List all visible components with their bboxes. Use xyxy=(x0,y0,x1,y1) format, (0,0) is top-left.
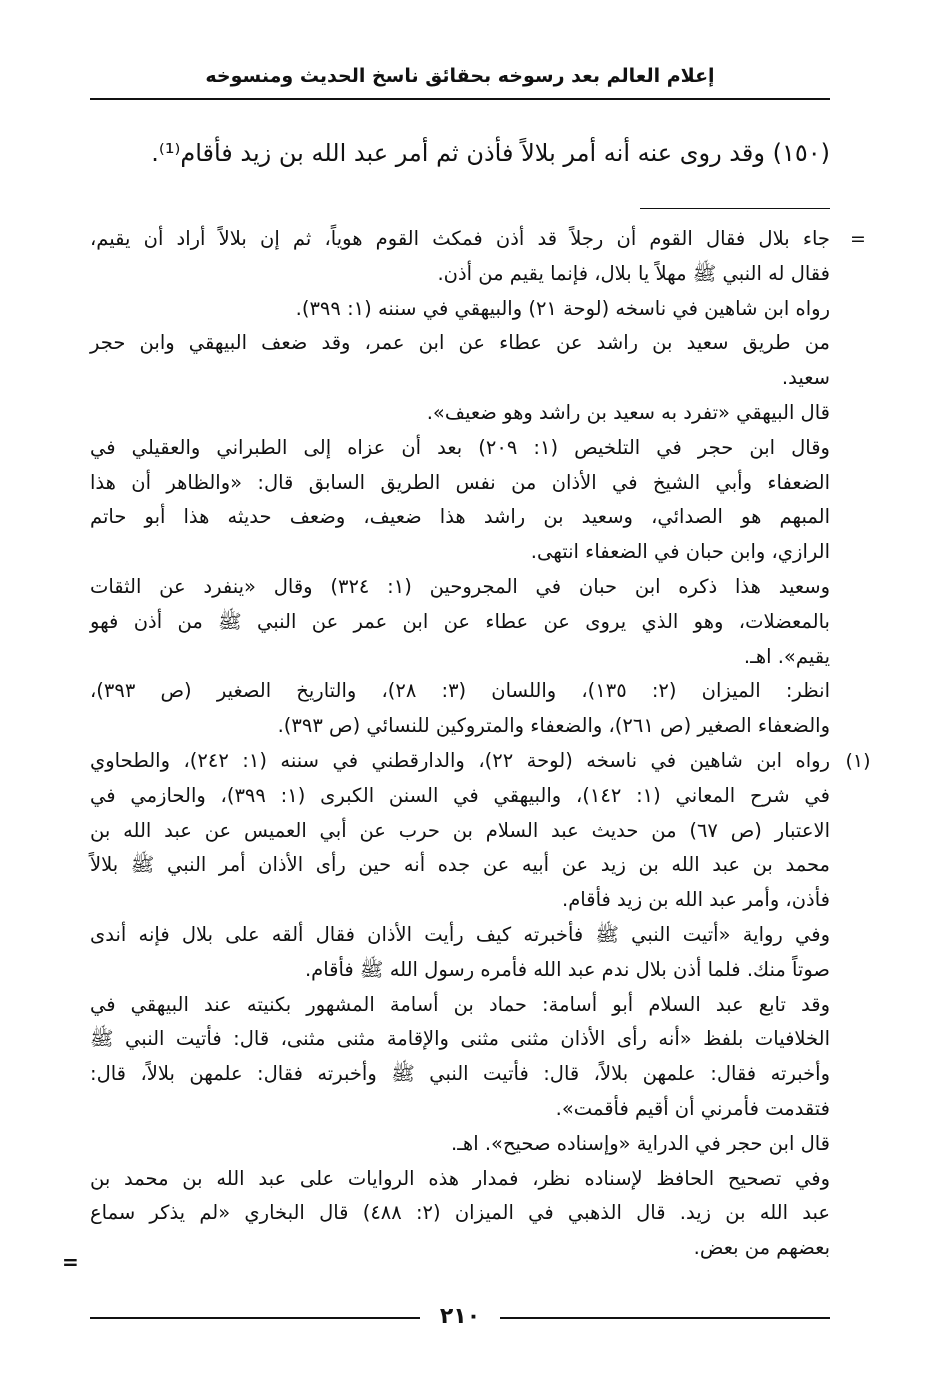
footnote-line xyxy=(90,1231,830,1266)
page-number: ٢١٠ xyxy=(439,1304,481,1329)
page-footer xyxy=(90,1302,830,1332)
footnote-line-text: صوتاً منك. فلما أذن بلال ندم عبد الله فأمره رسول الله ﷺ فأقام. xyxy=(304,957,830,981)
footnote-line xyxy=(90,988,830,1023)
footnote-line xyxy=(90,605,830,640)
footnote-line-text: الاعتبار (ص ٦٧) من حديث عبد السلام بن حرب عن أبي العميس عن عبد الله بن xyxy=(90,818,830,842)
main-paragraph: (١٥٠) وقد روى عنه أنه أمر بلالاً فأذن ثم أمر عبد الله بن زيد فأقام⁽¹⁾. xyxy=(151,139,830,167)
footnote-line xyxy=(90,674,830,709)
footnote-line-text: بعضهم من بعض. xyxy=(693,1236,830,1260)
footnote-line-text: رواه ابن شاهين في ناسخه (لوحة ٢٢)، والدارقطني في سننه (١: ٢٤٢)، والطحاوي xyxy=(90,748,830,772)
footnotes-block xyxy=(90,222,871,1266)
footnote-line-text: فتقدمت فأمرني أن أقيم فأقمت». xyxy=(555,1096,830,1120)
footnote-line-text: المبهم هو الصدائي، وسعيد بن راشد هذا ضعيف، وضعف حديثه هذا أبو حاتم xyxy=(90,505,830,529)
footnote-line xyxy=(90,1162,830,1197)
footnote-line xyxy=(90,640,830,675)
footnote-line-text: عبد الله بن زيد. قال الذهبي في الميزان (٢: ٤٨٨) قال البخاري «لم يذكر سماع xyxy=(90,1201,830,1225)
footnote-line-text: فأذن، وأمر عبد الله بن زيد فأقام. xyxy=(562,888,830,912)
footnote-line-text: والضعفاء الصغير (ص ٢٦١)، والضعفاء والمتروكين للنسائي (ص ٣٩٣). xyxy=(277,714,830,738)
footnote-line-text: في شرح المعاني (١: ١٤٢)، والبيهقي في السنن الكبرى (١: ٣٩٩)، والحازمي في xyxy=(90,783,831,807)
footnote-line xyxy=(90,222,866,257)
footnote-line-text: وفي تصحيح الحافظ لإسناده نظر، فمدار هذه الروايات على عبد الله بن محمد بن xyxy=(90,1166,830,1190)
footnote-line xyxy=(90,396,830,431)
footnote-marker: (١) xyxy=(845,749,871,772)
footnote-line-text: الرازي، وابن حبان في الضعفاء انتهى. xyxy=(530,540,830,564)
footnote-line xyxy=(90,744,871,779)
footnote-line xyxy=(90,326,830,361)
footnote-line-text: وسعيد هذا ذكره ابن حبان في المجروحين (١: ٣٢٤) وقال «ينفرد عن الثقات xyxy=(90,574,830,598)
footnote-line xyxy=(90,918,830,953)
footnote-line-text: انظر: الميزان (٢: ١٣٥)، واللسان (٣: ٢٨)، والتاريخ الصغير (ص ٣٩٣)، xyxy=(90,679,830,703)
footnote-line-text: يقيم». اهـ. xyxy=(743,644,830,668)
footnote-line xyxy=(90,883,830,918)
footnote-line-text: الخلافيات بلفظ «أنه رأى الأذان مثنى مثنى والإقامة مثنى مثنى، قال: فأتيت النبي ﷺ xyxy=(90,1027,830,1051)
footnote-line xyxy=(90,814,830,849)
footnote-line xyxy=(90,779,830,814)
footnote-line-text: فقال له النبي ﷺ مهلاً يا بلال، فإنما يقيم من أذن. xyxy=(437,261,830,285)
footnote-line xyxy=(90,1127,830,1162)
footnote-line xyxy=(90,953,830,988)
footnote-line-text: جاء بلال فقال القوم أن رجلاً قد أذن فمكث القوم هوياً، ثم إن بلالاً أراد أن يقيم، xyxy=(90,227,830,250)
footnote-line xyxy=(90,570,830,605)
footnote-line xyxy=(90,431,830,466)
footnote-line xyxy=(90,361,830,396)
footnote-line-text: وقد تابع عبد السلام أبو أسامة: حماد بن أسامة المشهور بكنيته عند البيهقي في xyxy=(90,992,830,1016)
footnote-line-text: قال ابن حجر في الدراية «وإسناده صحيح». اهـ. xyxy=(451,1131,830,1155)
footnote-line xyxy=(90,1196,830,1231)
footnote-line-text: سعيد. xyxy=(781,366,830,390)
footnote-separator xyxy=(640,208,830,209)
footnote-line xyxy=(90,500,830,535)
footnote-line-text: وفي رواية «أتيت النبي ﷺ فأخبرته كيف رأيت الأذان فقال ألقه على بلال فإنه أندى xyxy=(90,922,830,946)
footnote-line xyxy=(90,848,830,883)
continuation-mark-bottom: = xyxy=(62,1250,79,1274)
footnote-line-text: الضعفاء وأبي الشيخ في الأذان من نفس الطريق السابق قال: «والظاهر أن هذا xyxy=(90,470,830,494)
footnote-line xyxy=(90,1057,830,1092)
footnote-line xyxy=(90,292,830,327)
footnote-line xyxy=(90,257,830,292)
footnote-line xyxy=(90,535,830,570)
footnote-line-text: وأخبرته فقال: علمهن بلالاً، قال: فأتيت النبي ﷺ وأخبرته فقال: علمهن بلالاً، قال: xyxy=(90,1062,830,1086)
footnote-line-text: بالمعضلات، وهو الذي يروى عن عطاء عن ابن عمر عن النبي ﷺ من أذن فهو xyxy=(90,609,830,633)
footnote-line-text: محمد بن عبد الله بن زيد عن أبيه عن جده أنه حين رأى الأذان أمر النبي ﷺ بلالاً xyxy=(90,853,830,877)
running-title: إعلام العالم بعد رسوخه بحقائق ناسخ الحديث ومنسوخه xyxy=(205,65,715,87)
footnote-line-text: وقال ابن حجر في التلخيص (١: ٢٠٩) بعد أن عزاه إلى الطبراني والعقيلي في xyxy=(90,435,830,459)
continuation-mark-top: = xyxy=(850,228,866,250)
footnote-line xyxy=(90,1022,830,1057)
footnote-line xyxy=(90,709,830,744)
footnote-line xyxy=(90,1092,830,1127)
footnote-line xyxy=(90,466,830,501)
footnote-line-text: رواه ابن شاهين في ناسخه (لوحة ٢١) والبيهقي في سننه (١: ٣٩٩). xyxy=(295,296,830,320)
footnote-line-text: قال البيهقي «تفرد به سعيد بن راشد وهو ضعيف». xyxy=(426,400,830,424)
footnote-line-text: من طريق سعيد بن راشد عن عطاء عن ابن عمر، وقد ضعف البيهقي وابن حجر xyxy=(90,331,830,355)
header-rule xyxy=(90,98,830,100)
